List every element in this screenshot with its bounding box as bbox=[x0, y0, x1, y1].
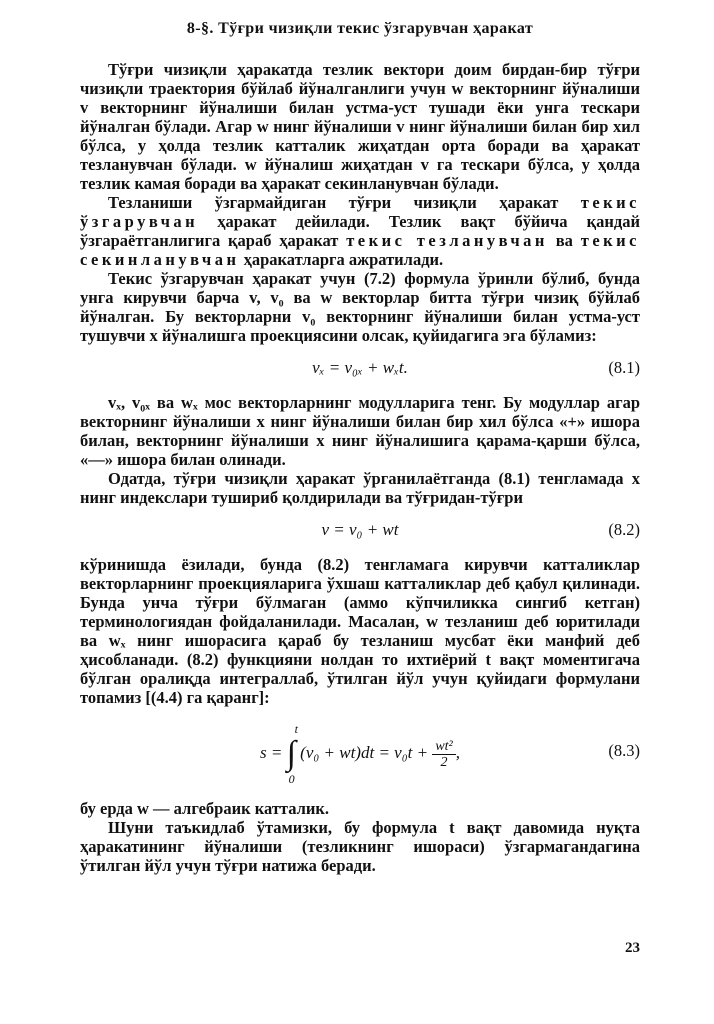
paragraph-3: Текис ўзгарувчан ҳаракат учун (7.2) формула ўринли бўлиб, бунда унга кирувчи барча v, v₀ ва w векторлар битта тўғри чизиқ бўйлаб йўналган. Бу векторларни v₀ векторнинг йўналиши билан устма-уст тушувчи x йўналишга проекциясини олсак, қуйидагига эга бўламиз: bbox=[80, 269, 640, 345]
paragraph-2-part-e: ва bbox=[547, 231, 581, 250]
equation-8-3-fraction bbox=[432, 739, 455, 770]
equation-8-1-number: (8.1) bbox=[608, 358, 640, 377]
paragraph-2-part-a: Тезланиши ўзгармайдиган тўғри чизиқли ҳаракат bbox=[108, 193, 581, 212]
section-heading: 8-§. Тўғри чизиқли текис ўзгарувчан ҳаракат bbox=[186, 20, 534, 37]
fraction-numerator: wt² bbox=[432, 739, 455, 755]
equation-8-3 bbox=[80, 711, 640, 795]
paragraph-2-part-c: ҳаракат дейилади. Тезлик вақт бўйича қандай ўзгараётганлигига қараб ҳаракат bbox=[80, 212, 640, 250]
paragraph-7: бу ерда w — алгебраик катталик. bbox=[80, 799, 330, 818]
equation-8-3-integrand: (v₀ + wt)dt = v₀t + bbox=[300, 742, 429, 762]
integral-lower-limit: 0 bbox=[288, 772, 295, 786]
integral-sign-icon: ∫ t 0 bbox=[286, 722, 298, 786]
equation-8-2 bbox=[80, 511, 640, 551]
paragraph-5: Одатда, тўғри чизиқли ҳаракат ўрганилаётганда (8.1) тенгламада x нинг индекслари тушириб қолдирилади ва тўғридан-тўғри bbox=[80, 469, 640, 507]
term-uniform-variable: текис ўзгарувчан bbox=[80, 193, 640, 231]
equation-8-2-formula: v = v₀ + wt bbox=[321, 520, 399, 539]
equation-8-1-formula: vₓ = v₀ₓ + wₓt. bbox=[312, 358, 408, 377]
integral-upper-limit: t bbox=[294, 722, 298, 736]
equation-8-3-tail: , bbox=[455, 742, 461, 762]
equation-8-1 bbox=[80, 349, 640, 389]
paragraph-2 bbox=[80, 193, 640, 269]
fraction-denominator: 2 bbox=[440, 754, 448, 770]
paragraph-1: Тўғри чизиқли ҳаракатда тезлик вектори доим бирдан-бир тўғри чизиқли траектория бўйлаб йўналганлиги учун w векторнинг йўналиши v векторнинг йўналиши билан устма-уст тушади ёки унга тескари йўналган бўлади. Агар w нинг йўналиши v нинг йўналиши билан бир хил бўлса, у ҳолда тезлик катталик жиҳатдан орта боради ва ҳаракат тезланувчан бўлади. w йўналиш жиҳатдан v га тескари бўлса, у ҳолда тезлик камая боради ва ҳаракат секинланувчан бўлади. bbox=[80, 60, 640, 193]
paragraph-8: Шуни таъкидлаб ўтамизки, бу формула t вақт давомида нуқта ҳаракатининг йўналиши (тезликнинг ишораси) ўзгармагандагина ўтилган йўл учун тўғри натижа беради. bbox=[80, 818, 640, 875]
paragraph-2-part-g: ҳаракатларга ажратилади. bbox=[239, 250, 444, 269]
equation-8-2-number: (8.2) bbox=[608, 520, 640, 539]
page-number: 23 bbox=[625, 940, 640, 956]
paragraph-6: кўринишда ёзилади, бунда (8.2) тенгламага кирувчи катталиклар векторларнинг проекцияларига ўхшаш катталиклар деб қабул қилинади. Бунда унча тўғри бўлмаган (аммо кўпчиликка сингиб кетган) терминологиядан фойдаланилади. Масалан, w тезланиш деб юритилади ва wₓ нинг ишорасига қараб бу тезланиш мусбат ёки манфий деб ҳисобланади. (8.2) функцияни нолдан то ихтиёрий t вақт моментигача бўлган оралиқда интеграллаб, ўтилган йўл учун қуйидаги формулани топамиз [(4.4) га қаранг]: bbox=[80, 555, 640, 707]
paragraph-4: vₓ, v₀ₓ ва wₓ мос векторларнинг модулларига тенг. Бу модуллар агар векторнинг йўналиши x нинг йўналиши билан бир хил бўлса «+» ишора билан, векторнинг йўналиши x нинг йўналишига қарама-қарши бўлса, «—» ишора билан олинади. bbox=[80, 393, 640, 469]
equation-8-3-number: (8.3) bbox=[608, 741, 640, 760]
equation-8-3-lhs: s = bbox=[259, 742, 283, 762]
term-uniform-decelerated: текис секинланувчан bbox=[80, 231, 640, 269]
term-uniform-accelerated: текис тезланувчан bbox=[346, 231, 548, 250]
equation-8-3-formula bbox=[80, 722, 640, 786]
